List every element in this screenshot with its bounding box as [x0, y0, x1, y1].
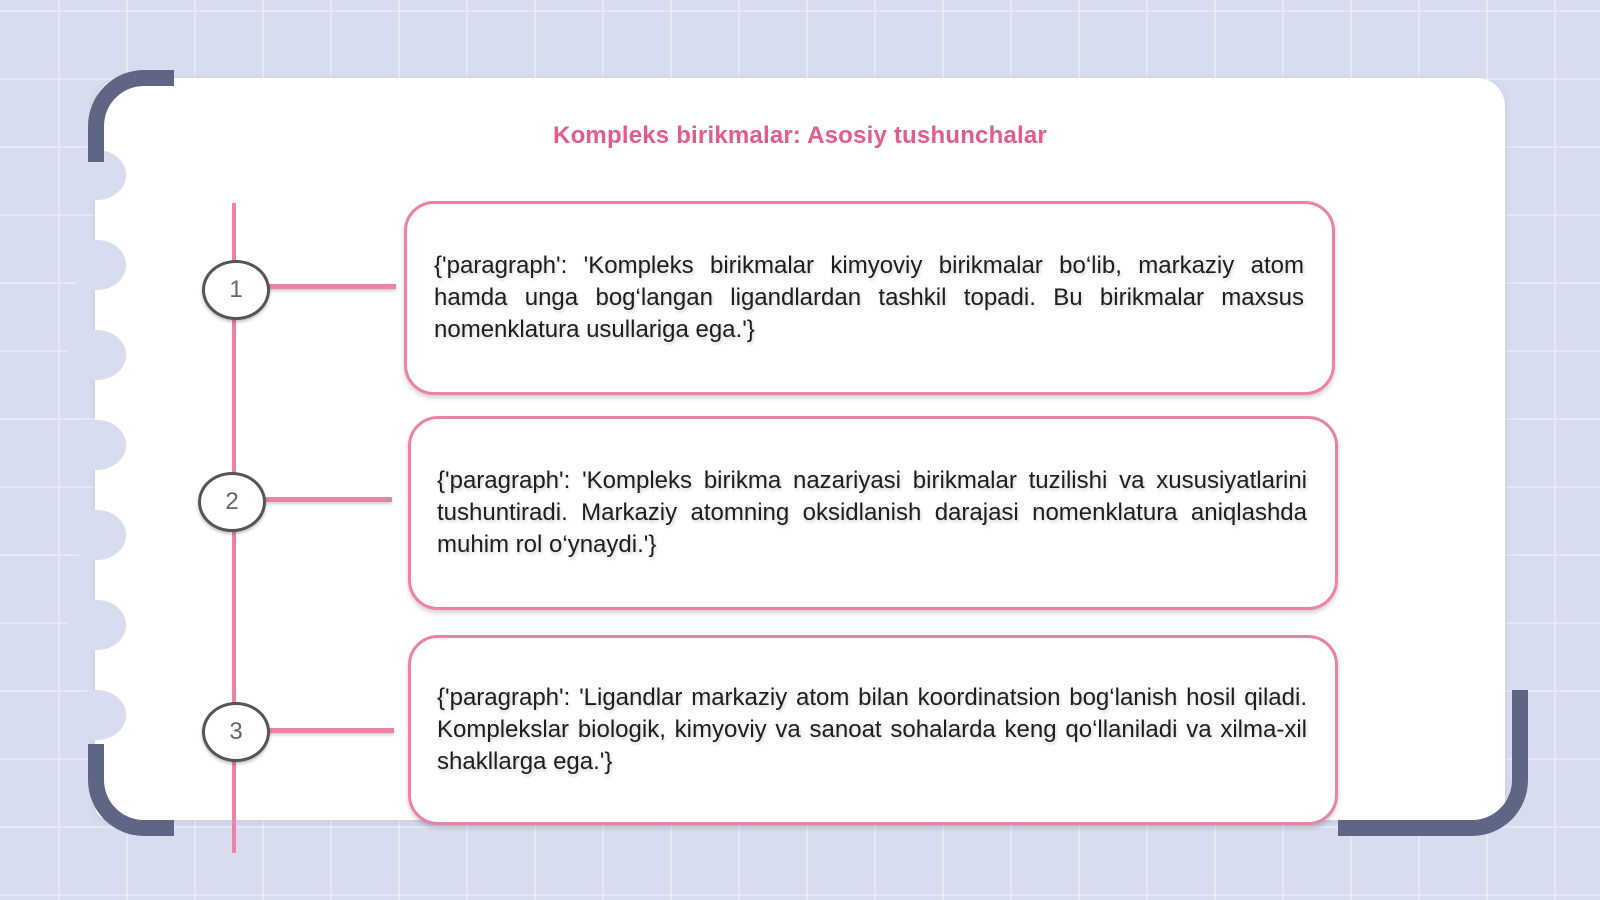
- step-connector-2: [262, 497, 392, 502]
- step-text-1: {'paragraph': 'Kompleks birikmalar kimyoviy birikmalar bo‘lib, markaziy atom hamda unga bog‘langan ligandlardan tashkil topadi. Bu birikmalar maxsus nomenklatura usullariga ega.'}: [434, 252, 1304, 343]
- step-card-2: [408, 416, 1338, 610]
- paper-scallop: [68, 240, 126, 290]
- bracket-bottom-left: [88, 744, 174, 836]
- step-number-1: 1: [202, 260, 270, 320]
- step-connector-1: [266, 284, 396, 289]
- step-text-3: {'paragraph': 'Ligandlar markaziy atom bilan koordinatsion bog‘lanish hosil qiladi. Komplekslar biologik, kimyoviy va sanoat sohalarda keng qo‘llaniladi va xilma-xil shakllarga ega.'}: [437, 684, 1307, 775]
- step-text-2: {'paragraph': 'Kompleks birikma nazariyasi birikmalar tuzilishi va xususiyatlarini tushuntiradi. Markaziy atomning oksidlanish darajasi nomenklatura aniqlashda muhim rol o‘ynaydi.'}: [437, 467, 1307, 558]
- step-card-1: [404, 201, 1335, 395]
- paper-scallop: [68, 420, 126, 470]
- paper-scallop: [68, 510, 126, 560]
- step-connector-3: [266, 728, 394, 733]
- step-card-3: [408, 635, 1338, 825]
- bracket-bottom-right: [1338, 690, 1528, 836]
- paper-scallop: [68, 600, 126, 650]
- paper-scallop: [68, 330, 126, 380]
- step-number-2: 2: [198, 472, 266, 532]
- slide-title: Kompleks birikmalar: Asosiy tushunchalar: [553, 122, 1047, 149]
- paper-scallop: [68, 690, 126, 740]
- step-number-3: 3: [202, 702, 270, 762]
- bracket-top-left: [88, 70, 174, 162]
